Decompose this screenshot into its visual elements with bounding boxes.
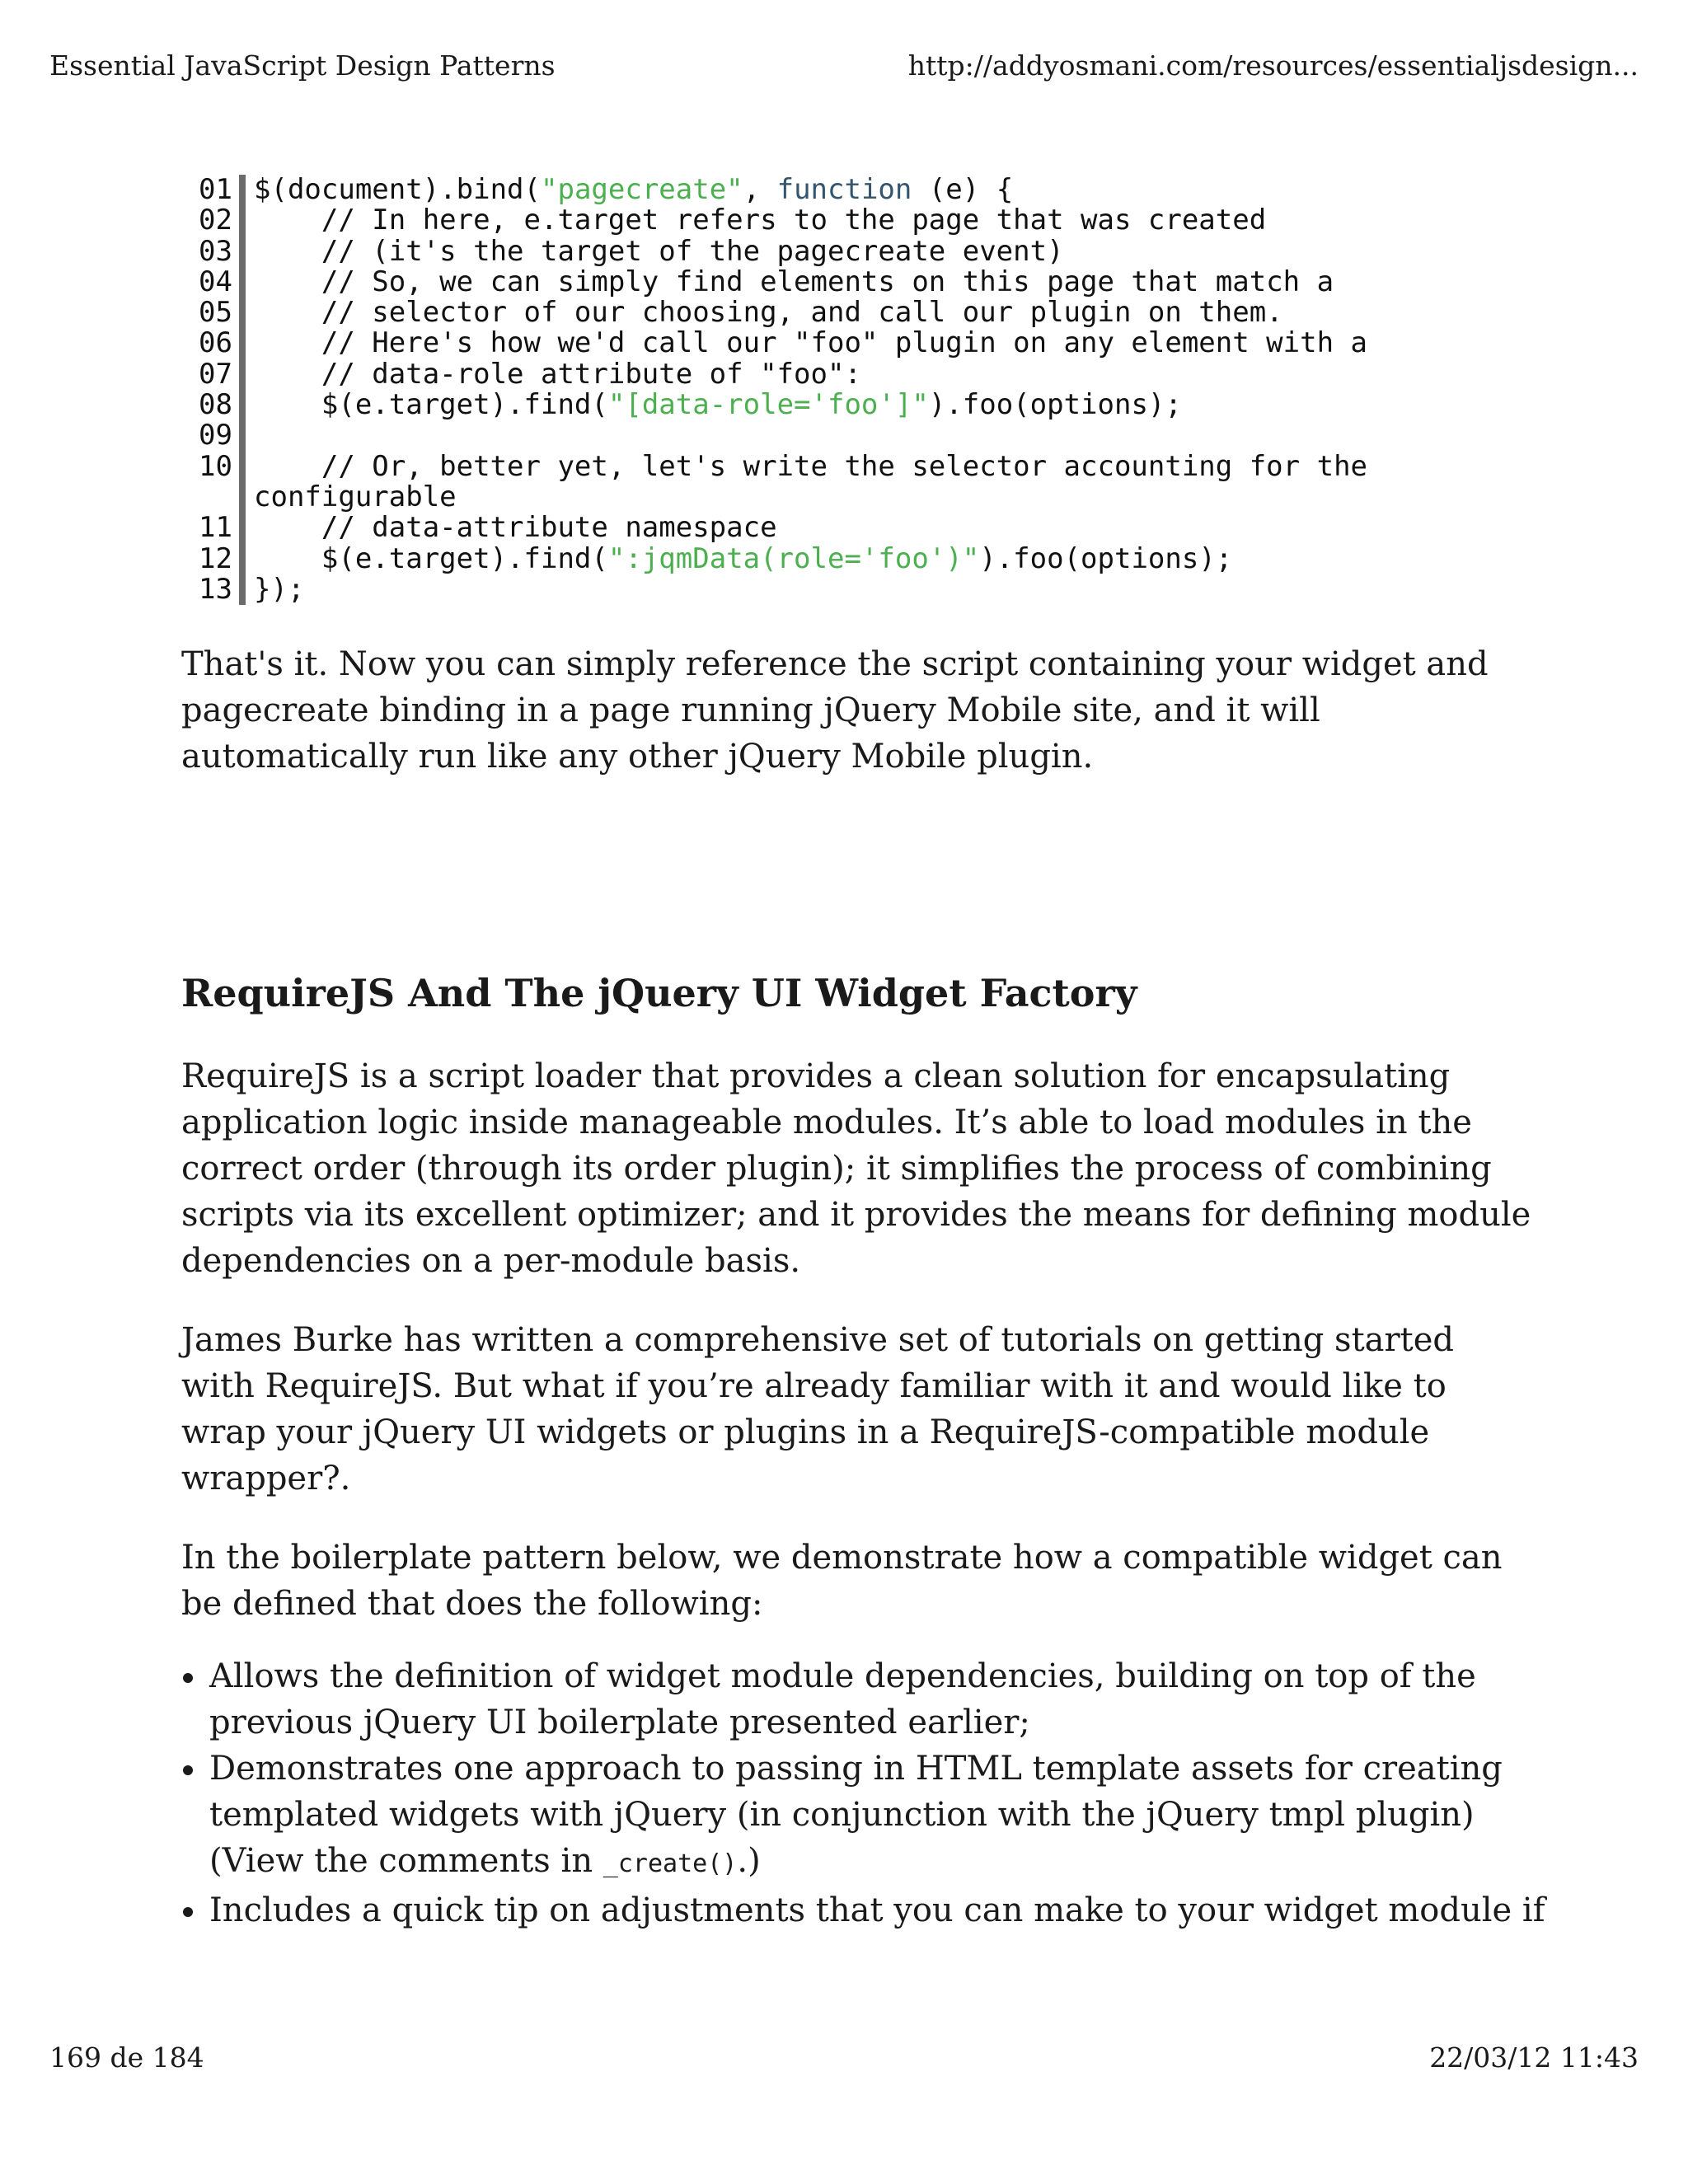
line-number: 01 [181, 175, 246, 205]
line-number: 07 [181, 359, 246, 390]
code-line [181, 267, 1517, 298]
list-item [181, 1887, 1566, 1933]
list-item [181, 1653, 1566, 1746]
line-number: 03 [181, 237, 246, 267]
inline-code: _create() [603, 1849, 738, 1878]
line-number: 12 [181, 544, 246, 574]
code-line [181, 359, 1517, 390]
page-number: 169 de 184 [49, 2041, 204, 2074]
line-number: 02 [181, 205, 246, 236]
line-number: 11 [181, 513, 246, 543]
list-item-text: Allows the definition of widget module dependencies, building on top of the previous jQuery UI boilerplate presented earlier; [209, 1657, 1476, 1741]
code-text: // So, we can simply find elements on this page that match a [254, 265, 1334, 298]
line-number: 08 [181, 390, 246, 420]
code-text: // Here's how we'd call our "foo" plugin on any element with a [254, 326, 1368, 360]
list-item [181, 1746, 1566, 1887]
code-line [181, 420, 1517, 451]
page-header-url: http://addyosmani.com/resources/essentialjsdesign... [907, 49, 1639, 82]
section-heading: RequireJS And The jQuery UI Widget Factory [181, 971, 1137, 1015]
code-text: // In here, e.target refers to the page that was created [254, 204, 1267, 237]
line-number: 09 [181, 420, 246, 451]
code-text: $(e.target).find(":jqmData(role='foo')").foo(options); [254, 541, 1233, 575]
code-text: $(e.target).find("[data-role='foo']").foo(options); [254, 388, 1182, 422]
code-text: // data-role attribute of "foo": [254, 357, 861, 391]
code-line [181, 513, 1517, 543]
code-line [181, 205, 1517, 236]
code-line [181, 574, 1517, 605]
code-text: configurable [254, 480, 457, 513]
paragraph: In the boilerplate pattern below, we demonstrate how a compatible widget can be defined that does the following: [181, 1539, 1503, 1623]
line-number: 05 [181, 298, 246, 328]
code-line [181, 234, 1517, 268]
code-text: // selector of our choosing, and call our plugin on them. [254, 296, 1283, 330]
code-text: $(document).bind("pagecreate", function (e) { [254, 173, 1014, 206]
paragraph: That's it. Now you can simply reference the script containing your widget and pagecreate binding in a page running jQuery Mobile site, and it will automatically run like any other jQuery Mobile plugin. [181, 645, 1489, 776]
list-item-text: Includes a quick tip on adjustments that you can make to your widget module if [209, 1891, 1545, 1929]
code-line [181, 482, 1517, 513]
bullet-list [181, 1653, 1566, 1933]
code-text: // (it's the target of the pagecreate event) [254, 234, 1064, 268]
line-number: 13 [181, 574, 246, 605]
code-text: // data-attribute namespace [254, 511, 777, 545]
code-line [181, 328, 1517, 359]
print-datetime: 22/03/12 11:43 [1429, 2041, 1639, 2074]
page-header-title: Essential JavaScript Design Patterns [49, 49, 556, 82]
code-line [181, 449, 1517, 483]
code-text [246, 420, 270, 451]
line-number: 04 [181, 267, 246, 298]
code-line [181, 390, 1517, 420]
code-line [181, 175, 1517, 205]
list-item-text-end: .) [737, 1842, 761, 1880]
line-number: 10 [181, 452, 246, 482]
code-text: }); [254, 572, 305, 606]
code-block [181, 175, 1517, 605]
line-number [181, 482, 246, 513]
paragraph: RequireJS is a script loader that provides a clean solution for encapsulating application logic inside manageable modules. It’s able to load modules in the correct order (through its order plugin); it simplifies the process of combining scripts via its excellent optimizer; and it provides the means for defining module dependencies on a per-module basis. [181, 1057, 1531, 1280]
paragraph: James Burke has written a comprehensive set of tutorials on getting started with RequireJS. But what if you’re already familiar with it and would like to wrap your jQuery UI widgets or plugins in a RequireJS-compatible module wrapper?. [181, 1321, 1454, 1497]
code-line [181, 298, 1517, 328]
code-line [181, 541, 1517, 575]
line-number: 06 [181, 328, 246, 359]
list-item-text: Demonstrates one approach to passing in HTML template assets for creating templated widgets with jQuery (in conjunction with the jQuery tmpl plugin) (View the comments in [209, 1750, 1503, 1880]
code-text: // Or, better yet, let's write the selector accounting for the [254, 449, 1368, 483]
